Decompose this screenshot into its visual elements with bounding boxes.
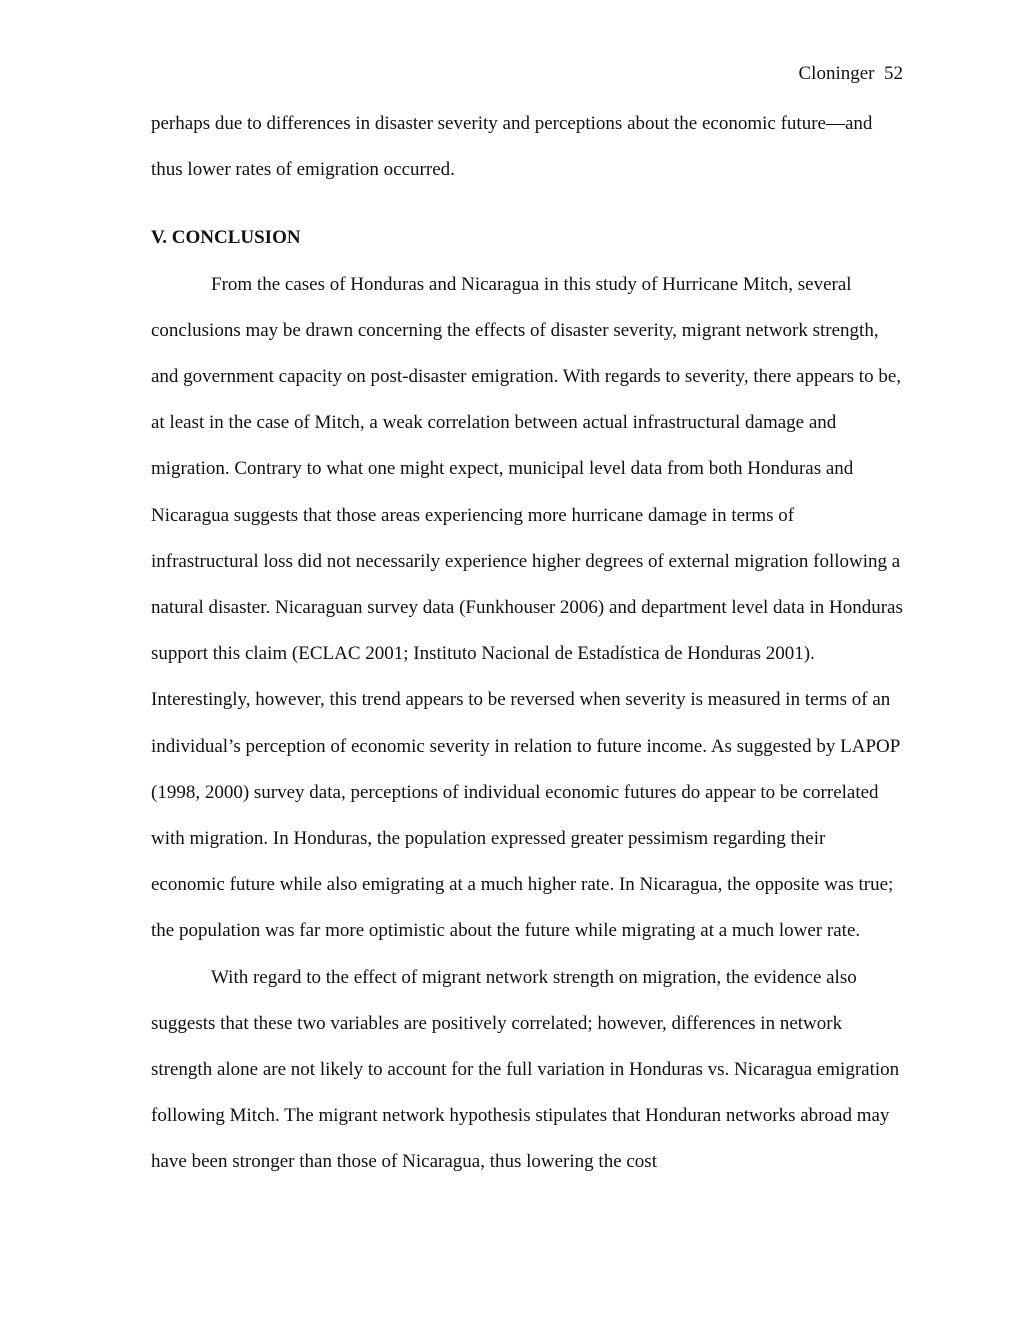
paragraph-severity: From the cases of Honduras and Nicaragua in this study of Hurricane Mitch, several conclusions may be drawn concerning the effects of disaster severity, migrant network strength, and government capacity on post-disaster emigration. With regards to severity, there appears to be, at least in the case of Mitch, a weak correlation between actual infrastructural damage and migration. Contrary to what one might expect, municipal level data from both Honduras and Nicaragua suggests that those areas experiencing more hurricane damage in terms of infrastructural loss did not necessarily experience higher degrees of external migration following a natural disaster. Nicaraguan survey data (Funkhouser 2006) and department level data in Honduras support this claim (ECLAC 2001; Instituto Nacional de Estadística de Honduras 2001). Interestingly, however, this trend appears to be reversed when severity is measured in terms of an individual’s perception of economic severity in relation to future income. As suggested by LAPOP (1998, 2000) survey data, perceptions of individual economic futures do appear to be correlated with migration. In Honduras, the population expressed greater pessimism regarding their economic future while also emigrating at a much higher rate. In Nicaragua, the opposite was true; the population was far more optimistic about the future while migrating at a much lower rate.	[151, 273, 903, 942]
continuation-paragraph: perhaps due to differences in disaster severity and perceptions about the economic future—and thus lower rates of emigration occurred.	[151, 113, 873, 181]
running-header	[799, 60, 904, 88]
paragraph-migrant-network: With regard to the effect of migrant network strength on migration, the evidence also suggests that these two variables are positively correlated; however, differences in network strength alone are not likely to account for the full variation in Honduras vs. Nicaragua emigration following Mitch. The migrant network hypothesis stipulates that Honduran networks abroad may have been stronger than those of Nicaragua, thus lowering the cost	[151, 966, 900, 1173]
header-page-number: 52	[884, 63, 903, 84]
body-text	[151, 101, 903, 1186]
section-heading: V. CONCLUSION	[151, 227, 301, 249]
header-author: Cloninger	[798, 63, 875, 84]
